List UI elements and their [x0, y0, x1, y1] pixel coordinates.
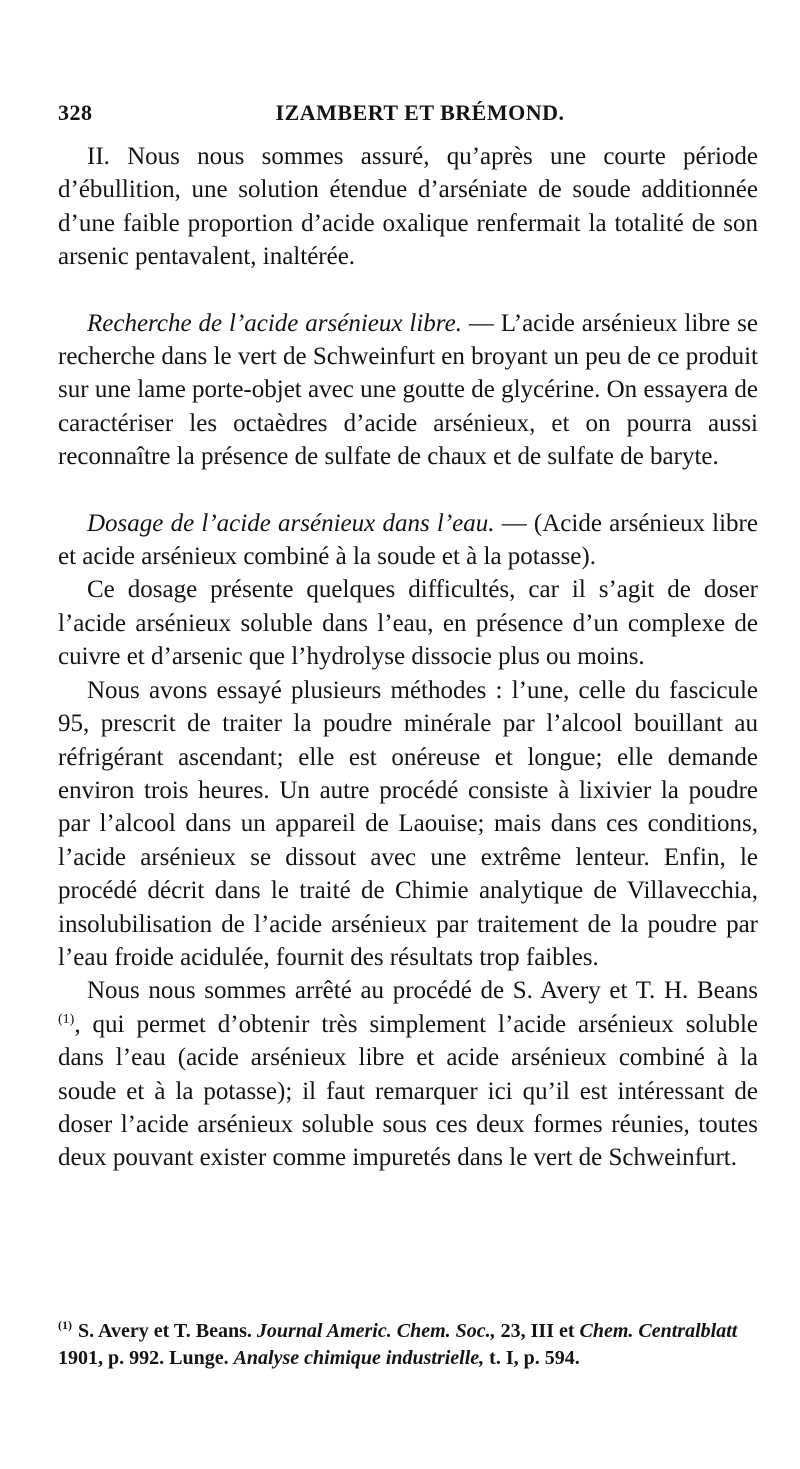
footnote-reference: (1) [58, 1011, 75, 1027]
paragraph-text: Nous nous sommes arrêté au procédé de S. Avery et T. H. Beans [87, 977, 758, 1005]
paragraph-text: — (Acide arsénieux libre et acide arsénieux combiné à la soude et à la potasse). [58, 509, 758, 571]
footnote [58, 1318, 758, 1372]
paragraph-text: — L’acide arsénieux libre se recherche dans le vert de Schweinfurt en broyant un peu de ce produit sur une lame porte-objet avec une goutte de glycérine. On essayera de caractériser les octaèdres d’acide arsénieux, et on pourra aussi reconnaître la présence de sulfate de chaux et de sulfate de baryte. [58, 309, 758, 471]
page-header [58, 100, 742, 136]
paragraph-methods: Nous avons essayé plusieurs méthodes : l’une, celle du fascicule 95, prescrit de traiter la poudre minérale par l’alcool bouillant au réfrigérant ascendant; elle est onéreuse et longue; elle demande environ trois heures. Un autre procédé consiste à lixivier la poudre par l’alcool dans un appareil de Laouise; mais dans ces conditions, l’acide arsénieux se dissout avec une extrême lenteur. Enfin, le procédé décrit dans le traité de Chimie analytique de Villavecchia, insolubilisation de l’acide arsénieux par traitement de la poudre par l’eau froide acidulée, fournit des résultats trop faibles. [58, 676, 758, 971]
page-number: 328 [58, 100, 93, 125]
footnote-journal: Analyse chimique industrielle, [233, 1347, 485, 1369]
section-heading-dosage: Dosage de l’acide arsénieux dans l’eau. [87, 509, 495, 537]
body-text [58, 140, 758, 1175]
footnote-marker: (1) [58, 1318, 72, 1332]
footnote-ref: 1901, p. 992. Lunge. [58, 1347, 234, 1369]
paragraph-free-arsenious-search [58, 307, 758, 474]
footnote-ref: 23, III et [495, 1320, 580, 1342]
footnote-ref: t. I, p. 594. [484, 1347, 580, 1369]
footnote-journal: Journal Americ. Chem. Soc., [256, 1320, 496, 1342]
section-heading-recherche: Recherche de l’acide arsénieux libre. [87, 309, 462, 337]
footnote-authors: S. Avery et T. Beans. [78, 1320, 252, 1342]
paragraph-dosage-difficulties: Ce dosage présente quelques difficultés, car il s’agit de doser l’acide arsénieux soluble dans l’eau, en présence d’un complexe de cuivre et d’arsenic que l’hydrolyse dissocie plus ou moins. [58, 576, 758, 671]
paragraph-text: , qui permet d’obtenir très simplement l’acide arsénieux soluble dans l’eau (acide arsénieux libre et acide arsénieux combiné à la soude et à la potasse); il faut remarquer ici qu’il est intéressant de doser l’acide arsénieux soluble sous ces deux formes réunies, toutes deux pouvant exister comme impuretés dans le vert de Schweinfurt. [58, 1010, 758, 1172]
paragraph-dosage-heading [58, 507, 758, 574]
footnote-journal: Chem. Centralblatt [579, 1320, 738, 1342]
paragraph-avery-beans [58, 974, 758, 1174]
running-head: IZAMBERT ET BRÉMOND. [275, 100, 565, 125]
paragraph-arseniate-test: II. Nous nous sommes assuré, qu’après une courte période d’ébullition, une solution étendue d’arséniate de soude additionnée d’une faible proportion d’acide oxalique renfermait la totalité de son arsenic pentavalent, inaltérée. [58, 143, 758, 271]
